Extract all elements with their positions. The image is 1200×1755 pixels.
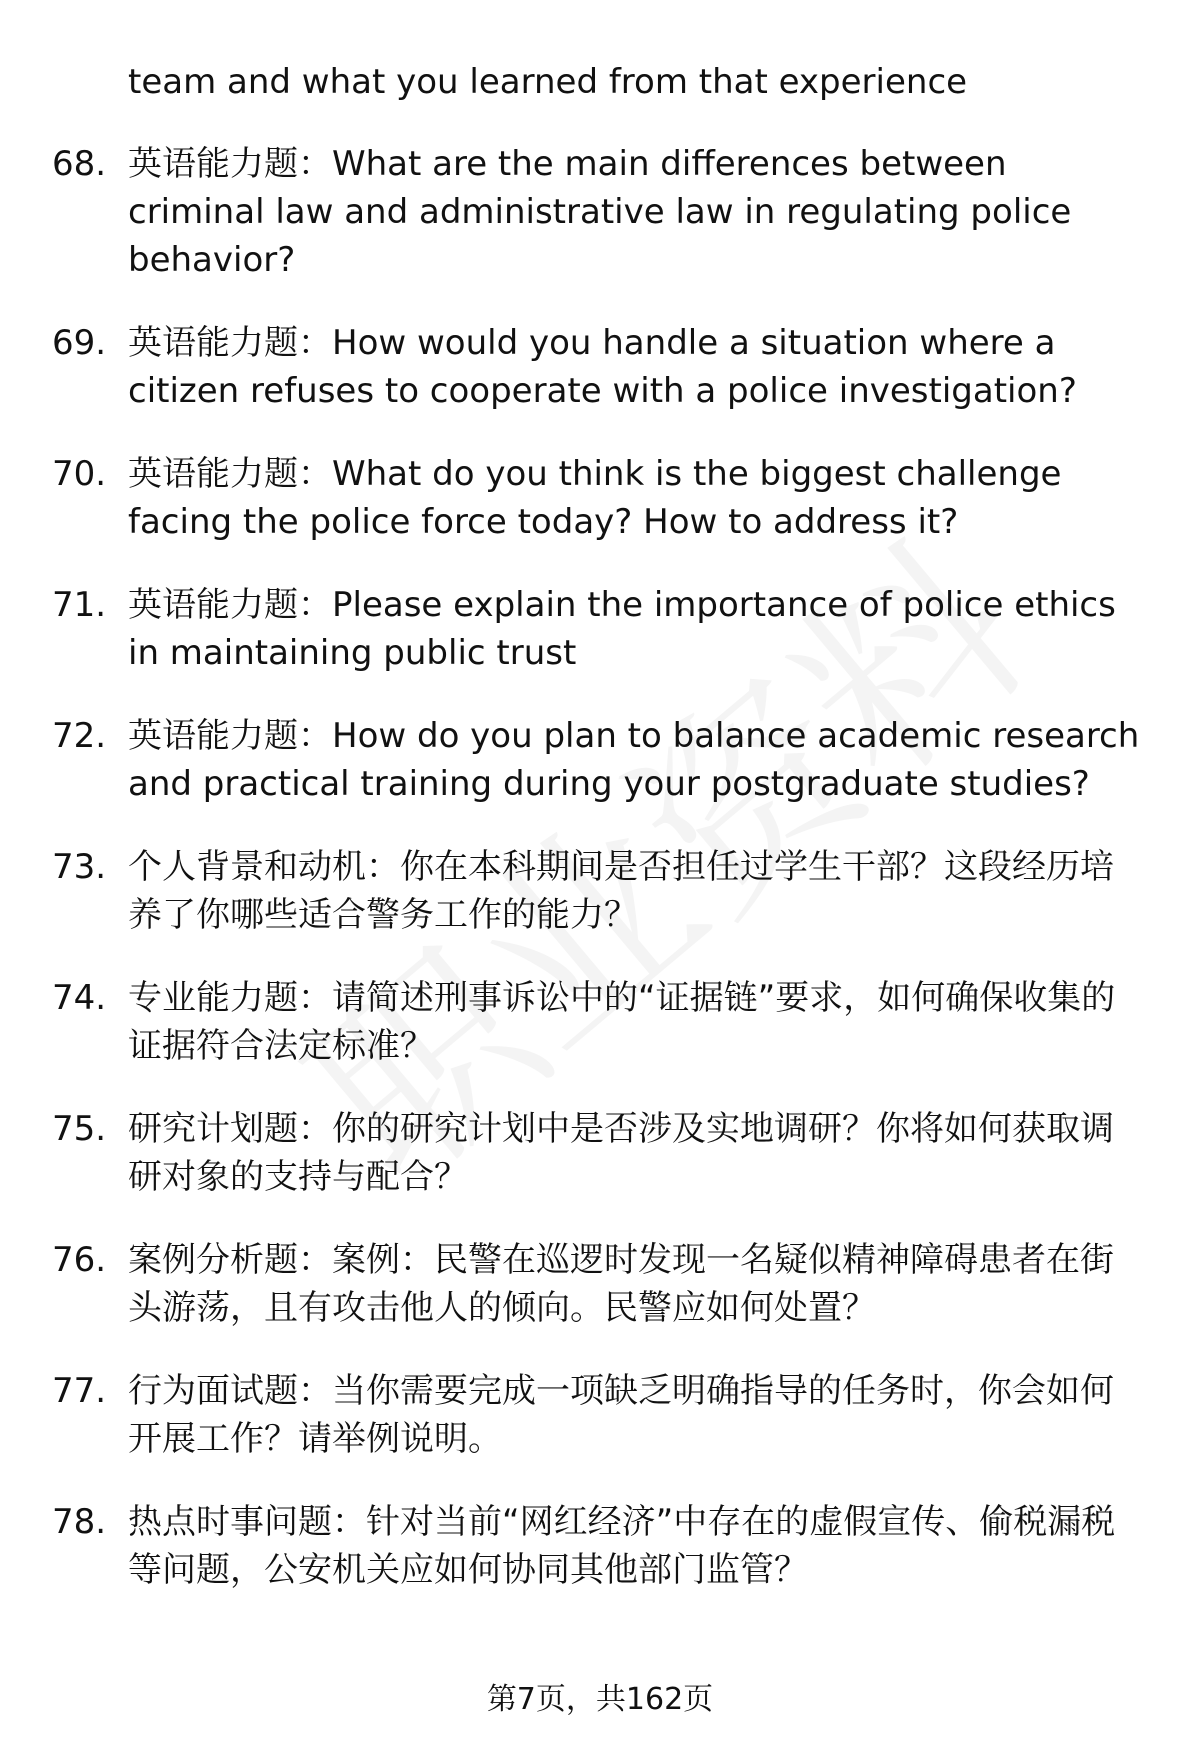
list-item: [0, 1498, 1200, 1594]
list-item: [0, 1105, 1200, 1201]
question-number: 71.: [52, 585, 107, 625]
question-number: 72.: [52, 716, 107, 756]
list-item: [0, 843, 1200, 939]
question-number: 78.: [52, 1502, 107, 1542]
question-number: 75.: [52, 1109, 107, 1149]
question-text: 行为面试题：当你需要完成一项缺乏明确指导的任务时，你会如何开展工作？请举例说明。: [128, 1371, 1114, 1459]
question-number: 68.: [52, 144, 107, 184]
question-number: 76.: [52, 1240, 107, 1280]
list-item: [0, 974, 1200, 1070]
question-number: 73.: [52, 847, 107, 887]
list-item: [0, 450, 1200, 546]
question-text: 英语能力题：How would you handle a situation where a citizen refuses to cooperate with a police investigation?: [128, 323, 1077, 411]
question-text: 英语能力题：What do you think is the biggest challenge facing the police force today? How to address it?: [128, 454, 1062, 542]
continuation-text: team and what you learned from that experience: [128, 62, 968, 102]
question-text: 英语能力题：What are the main differences between criminal law and administrative law in regulating police behavior?: [128, 144, 1072, 280]
question-number: 70.: [52, 454, 107, 494]
question-text: 研究计划题：你的研究计划中是否涉及实地调研？你将如何获取调研对象的支持与配合？: [128, 1109, 1114, 1197]
question-list: [0, 140, 1200, 1629]
question-text: 英语能力题：How do you plan to balance academic research and practical training during your postgraduate studies?: [128, 716, 1140, 804]
list-item: [0, 1236, 1200, 1332]
list-item: [0, 319, 1200, 415]
list-item: [0, 581, 1200, 677]
question-number: 74.: [52, 978, 107, 1018]
question-number: 77.: [52, 1371, 107, 1411]
list-item: [0, 712, 1200, 808]
list-item: [0, 1367, 1200, 1463]
question-text: 英语能力题：Please explain the importance of police ethics in maintaining public trust: [128, 585, 1116, 673]
question-number: 69.: [52, 323, 107, 363]
question-text: 专业能力题：请简述刑事诉讼中的“证据链”要求，如何确保收集的证据符合法定标准？: [128, 978, 1116, 1066]
page-footer: 第7页，共162页: [486, 1682, 714, 1717]
question-text: 热点时事问题：针对当前“网红经济”中存在的虚假宣传、偷税漏税等问题，公安机关应如何协同其他部门监管？: [128, 1502, 1116, 1590]
question-text: 案例分析题：案例：民警在巡逻时发现一名疑似精神障碍患者在街头游荡，且有攻击他人的倾向。民警应如何处置？: [128, 1240, 1114, 1328]
question-text: 个人背景和动机：你在本科期间是否担任过学生干部？这段经历培养了你哪些适合警务工作的能力？: [128, 847, 1114, 935]
list-item: [0, 140, 1200, 284]
